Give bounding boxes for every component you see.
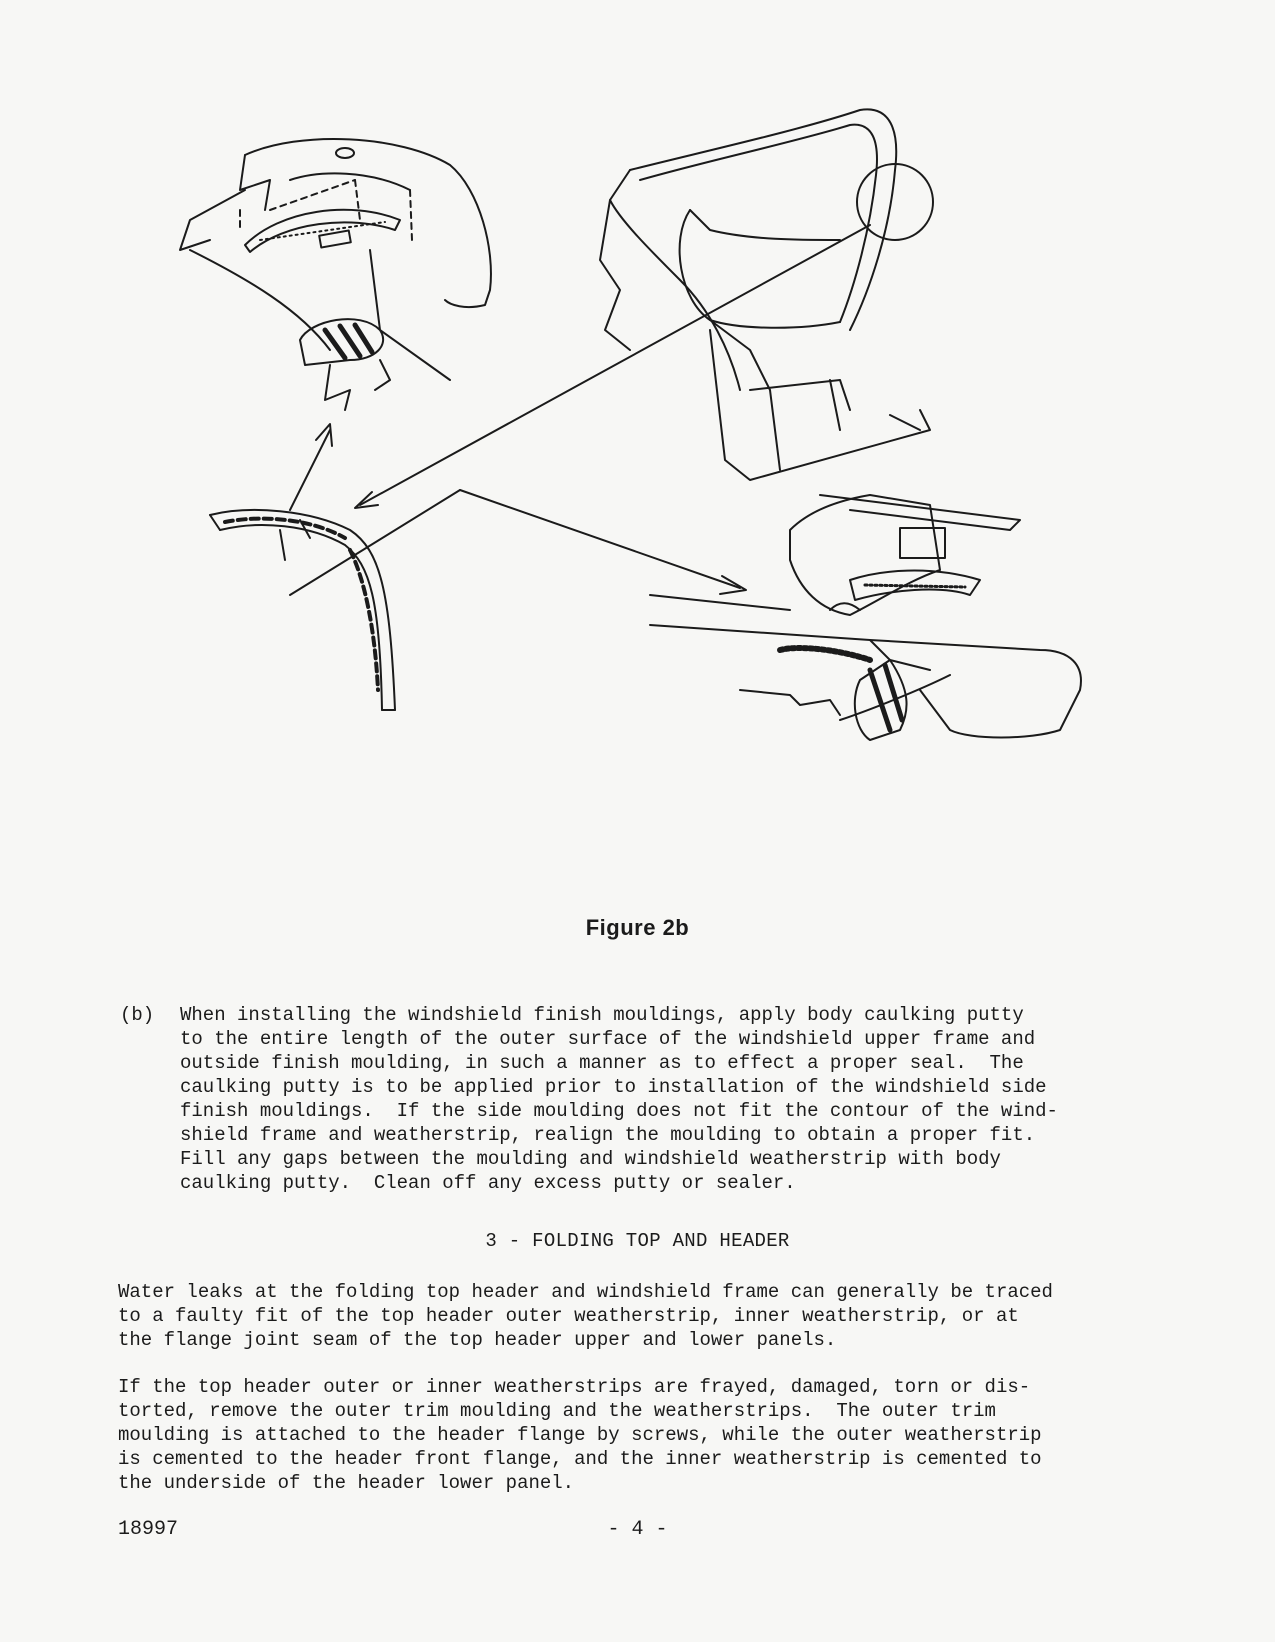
section-paragraph-2: If the top header outer or inner weatherstrips are frayed, damaged, torn or dis- torted, remove the outer trim moulding and the weatherstrips. The outer trim moulding is attached to the header flange by screws, while the outer weatherstrip is cemented to the header front flange, and the inner weatherstrip is cemented to the underside of the header lower panel. bbox=[118, 1376, 1042, 1494]
section-heading: 3 - FOLDING TOP AND HEADER bbox=[485, 1230, 790, 1252]
header-weatherstrip-section bbox=[650, 495, 1081, 740]
paragraph-b-text: When installing the windshield finish mouldings, apply body caulking putty to the entire length of the outer surface of the windshield upper frame and outside finish moulding, in such a manner as to effect a proper seal. The caulking putty is to be applied prior to installation of the windshield side finish mouldings. If the side moulding does not fit the contour of the wind- shield frame and weatherstrip, realign the moulding to obtain a proper fit. Fill any gaps between the moulding and windshield weatherstrip with body caulking putty. Clean off any excess putty or sealer. bbox=[180, 1004, 1058, 1194]
figure-caption: Figure 2b bbox=[585, 915, 690, 940]
paragraph-marker: (b) bbox=[120, 1004, 155, 1026]
document-number: 18997 bbox=[118, 1518, 179, 1541]
section-paragraph-1: Water leaks at the folding top header and windshield frame can generally be traced to a faulty fit of the top header outer weatherstrip, inner weatherstrip, or at the flange joint seam of the top header upper and lower panels. bbox=[118, 1281, 1053, 1351]
page-number: - 4 - bbox=[607, 1518, 668, 1541]
callout-arrows bbox=[290, 225, 870, 595]
windshield-frame-overview bbox=[600, 109, 933, 480]
figure-2b-illustration bbox=[150, 90, 1150, 890]
pillar-corner-detail bbox=[180, 139, 491, 410]
curved-finish-moulding bbox=[210, 510, 395, 710]
